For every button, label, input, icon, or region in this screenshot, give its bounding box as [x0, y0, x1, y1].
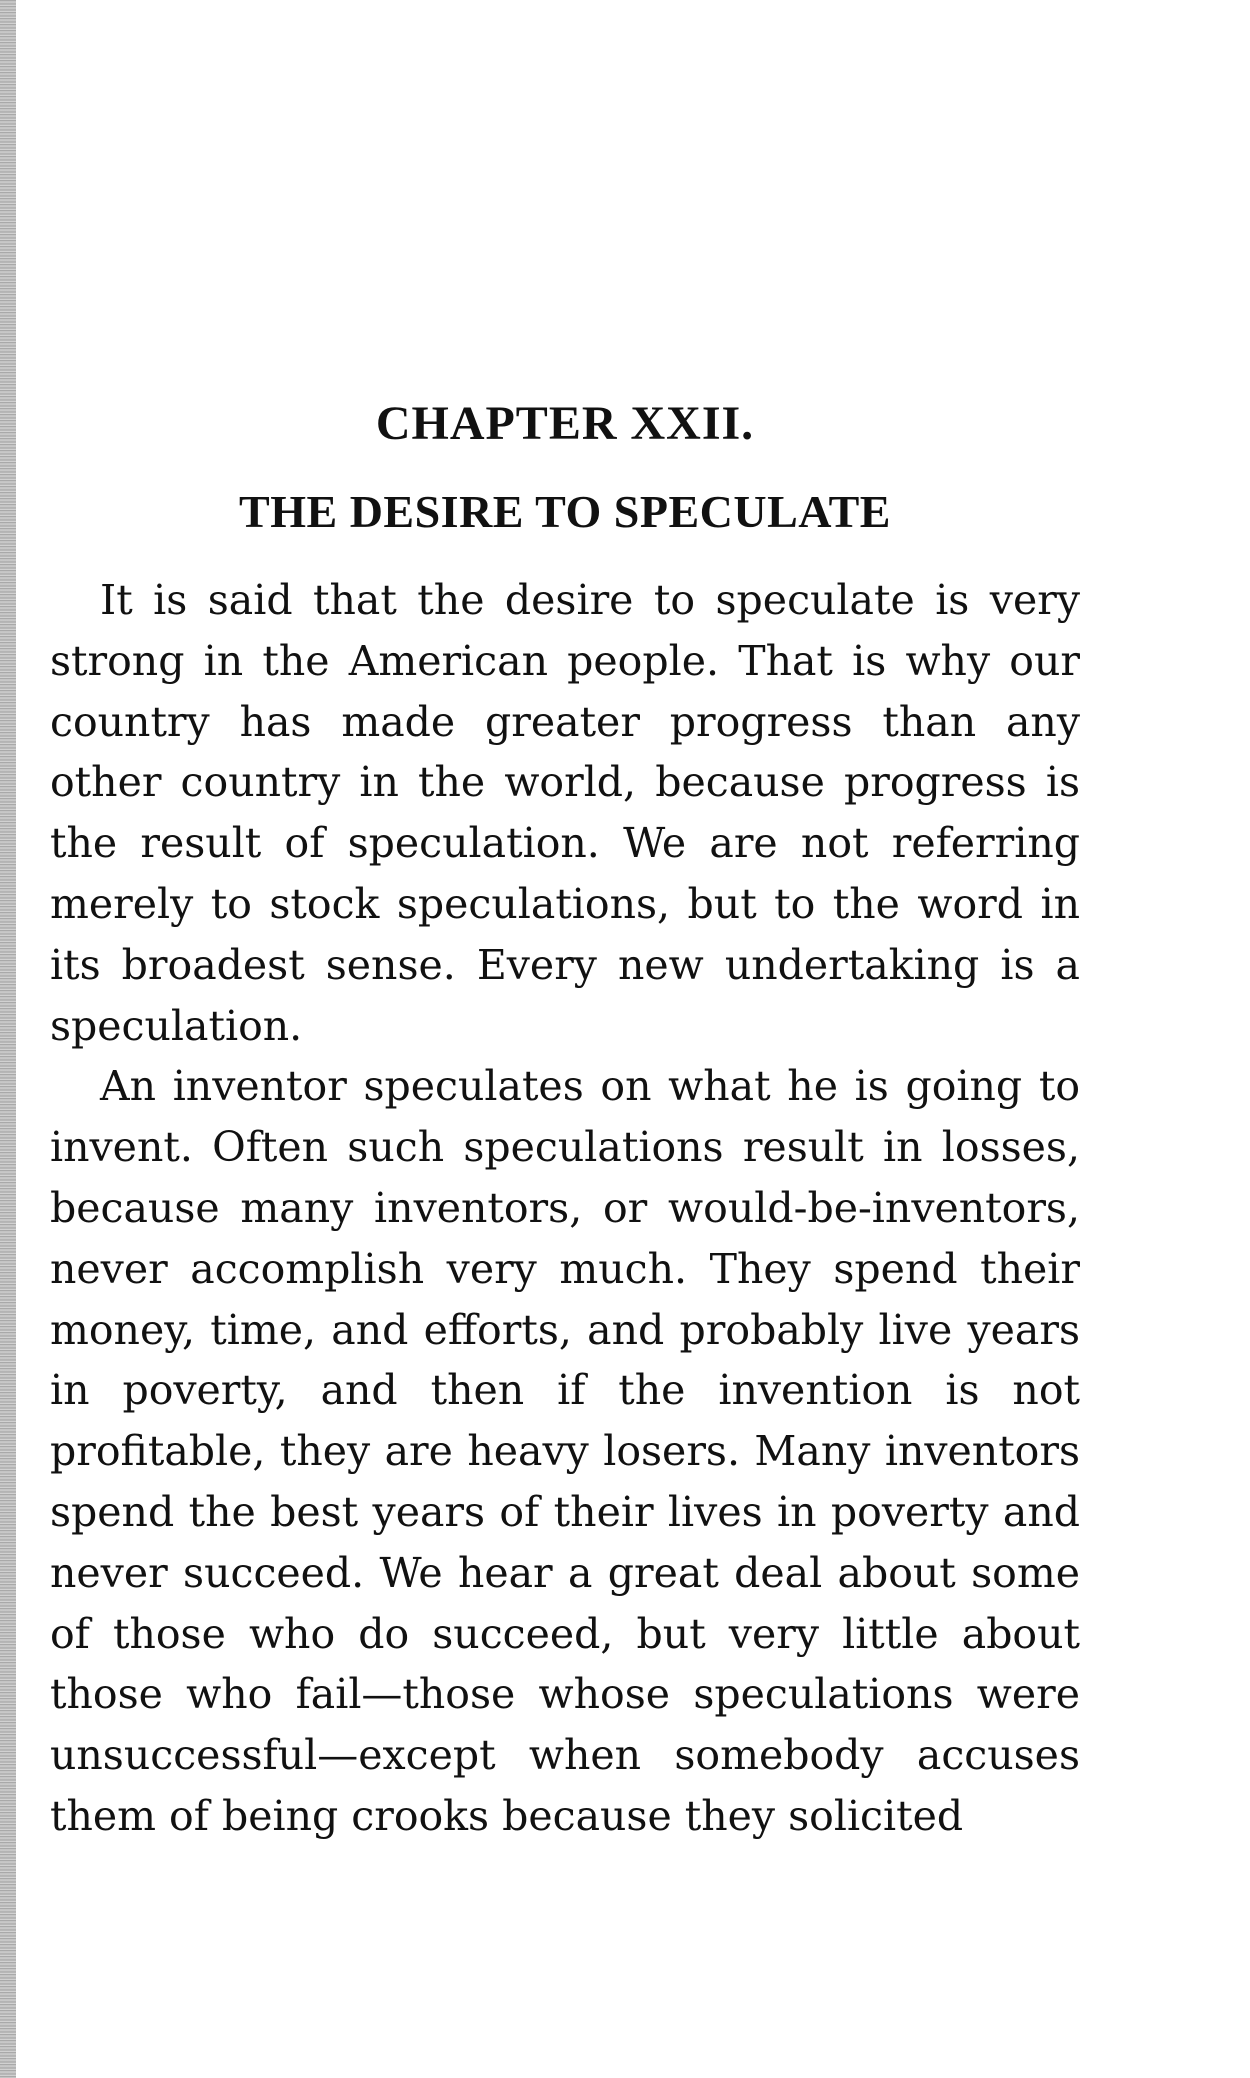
page-edge-shadow — [0, 0, 16, 2078]
chapter-title: THE DESIRE TO SPECULATE — [239, 486, 891, 537]
chapter-number: CHAPTER XXII. — [375, 397, 755, 450]
paragraph-2: An inventor speculates on what he is going to invent. Often such speculations result in losses, because many inventors, or would-be-inventors, never accomplish very much. They spend their money, time, and efforts, and probably live years in poverty, and then if the invention is not profitable, they are heavy losers. Many inventors spend the best years of their lives in poverty and never succeed. We hear a great deal about some of those who do succeed, but very little about those who fail—those whose speculations were unsuccessful—except when somebody accuses them of being crooks because they solicited — [50, 1062, 1080, 1840]
chapter-body — [50, 570, 1080, 1847]
paragraph-1: It is said that the desire to speculate is very strong in the American people. That is why our country has made greater progress than any other country in the world, because progress is the result of speculation. We are not referring merely to stock speculations, but to the word in its broadest sense. Every new undertaking is a speculation. — [50, 576, 1080, 1050]
